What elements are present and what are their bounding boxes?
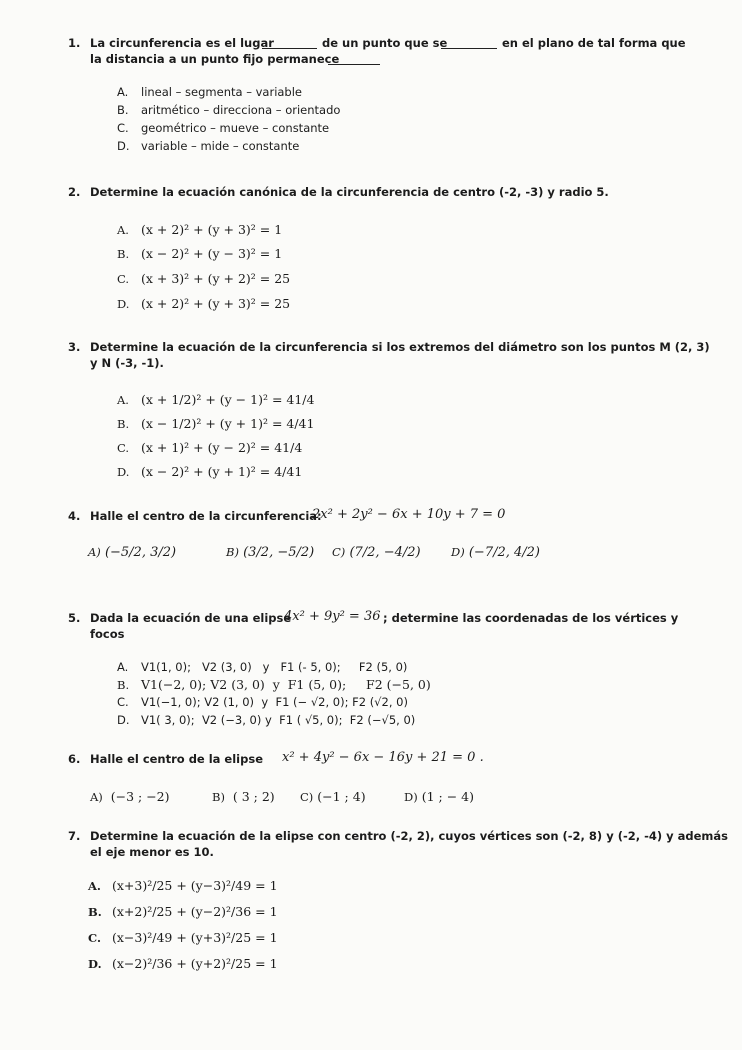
question-number: 1. bbox=[68, 36, 81, 50]
option-d: D. (x−2)²/36 + (y+2)²/25 = 1 bbox=[88, 956, 278, 971]
option-a: A) (−3 ; −2) bbox=[90, 789, 170, 804]
option-a: A. lineal – segmenta – variable bbox=[117, 85, 302, 99]
question-number: 6. bbox=[68, 752, 81, 766]
question-number: 7. bbox=[68, 829, 81, 843]
option-b: B) ( 3 ; 2) bbox=[212, 789, 275, 804]
answer-blank bbox=[441, 48, 497, 49]
option-d: D. V1( 3, 0); V2 (−3, 0) y F1 ( √5, 0); F2 (−√5, 0) bbox=[117, 713, 416, 727]
option-c: C. (x + 3)² + (y + 2)² = 25 bbox=[117, 271, 291, 286]
question-text: Determine la ecuación de la circunferencia si los extremos del diámetro son los puntos M (2, 3) bbox=[90, 340, 710, 354]
question-text: Determine la ecuación canónica de la circunferencia de centro (-2, -3) y radio 5. bbox=[90, 185, 609, 199]
option-d: D) (−7/2, 4/2) bbox=[451, 545, 541, 560]
option-d: D. variable – mide – constante bbox=[117, 139, 300, 153]
question-text: La circunferencia es el lugar bbox=[90, 36, 274, 50]
question-text: focos bbox=[90, 627, 125, 641]
equation: 4x² + 9y² = 36 bbox=[284, 609, 381, 624]
question-text: ; determine las coordenadas de los vértices y bbox=[383, 611, 679, 625]
option-c: C) (7/2, −4/2) bbox=[332, 545, 421, 560]
question-text: en el plano de tal forma que bbox=[502, 36, 686, 50]
question-text: Halle el centro de la elipse bbox=[90, 752, 263, 766]
option-c: C) (−1 ; 4) bbox=[300, 789, 366, 804]
option-b: B. (x − 2)² + (y − 3)² = 1 bbox=[117, 246, 283, 261]
option-b: B. (x+2)²/25 + (y−2)²/36 = 1 bbox=[88, 904, 278, 919]
question-number: 4. bbox=[68, 509, 81, 523]
option-c: C. (x−3)²/49 + (y+3)²/25 = 1 bbox=[88, 930, 278, 945]
option-d: D. (x + 2)² + (y + 3)² = 25 bbox=[117, 296, 291, 311]
question-text: Halle el centro de la circunferencia: bbox=[90, 509, 322, 523]
option-a: A) (−5/2, 3/2) bbox=[88, 545, 177, 560]
option-a: A. (x + 1/2)² + (y − 1)² = 41/4 bbox=[117, 392, 315, 407]
question-text: Determine la ecuación de la elipse con centro (-2, 2), cuyos vértices son (-2, 8) y (-2, -4) y además bbox=[90, 829, 729, 843]
question-text: y N (-3, -1). bbox=[90, 356, 164, 370]
option-b: B. (x − 1/2)² + (y + 1)² = 4/41 bbox=[117, 416, 315, 431]
equation: x² + 4y² − 6x − 16y + 21 = 0 . bbox=[282, 750, 484, 765]
question-text: el eje menor es 10. bbox=[90, 845, 214, 859]
option-d: D) (1 ; − 4) bbox=[404, 789, 474, 804]
answer-blank bbox=[262, 48, 317, 49]
question-text: de un punto que se bbox=[322, 36, 448, 50]
option-b: B) (3/2, −5/2) bbox=[226, 545, 315, 560]
equation: 2x² + 2y² − 6x + 10y + 7 = 0 bbox=[312, 507, 506, 522]
option-b: B. V1(−2, 0); V2 (3, 0) y F1 (5, 0); F2 (−5, 0) bbox=[117, 677, 431, 692]
question-number: 2. bbox=[68, 185, 81, 199]
option-c: C. geométrico – mueve – constante bbox=[117, 121, 330, 135]
option-a: A. V1(1, 0); V2 (3, 0) y F1 (- 5, 0); F2 (5, 0) bbox=[117, 660, 408, 674]
option-d: D. (x − 2)² + (y + 1)² = 4/41 bbox=[117, 464, 303, 479]
option-b: B. aritmético – direcciona – orientado bbox=[117, 103, 341, 117]
question-number: 5. bbox=[68, 611, 81, 625]
question-text: Dada la ecuación de una elipse bbox=[90, 611, 292, 625]
answer-blank bbox=[328, 64, 380, 65]
option-c: C. (x + 1)² + (y − 2)² = 41/4 bbox=[117, 440, 303, 455]
option-c: C. V1(−1, 0); V2 (1, 0) y F1 (− √2, 0); F2 (√2, 0) bbox=[117, 695, 408, 709]
option-a: A. (x+3)²/25 + (y−3)²/49 = 1 bbox=[88, 878, 278, 893]
question-text: la distancia a un punto fijo permanece bbox=[90, 52, 340, 66]
question-number: 3. bbox=[68, 340, 81, 354]
option-a: A. (x + 2)² + (y + 3)² = 1 bbox=[117, 222, 283, 237]
